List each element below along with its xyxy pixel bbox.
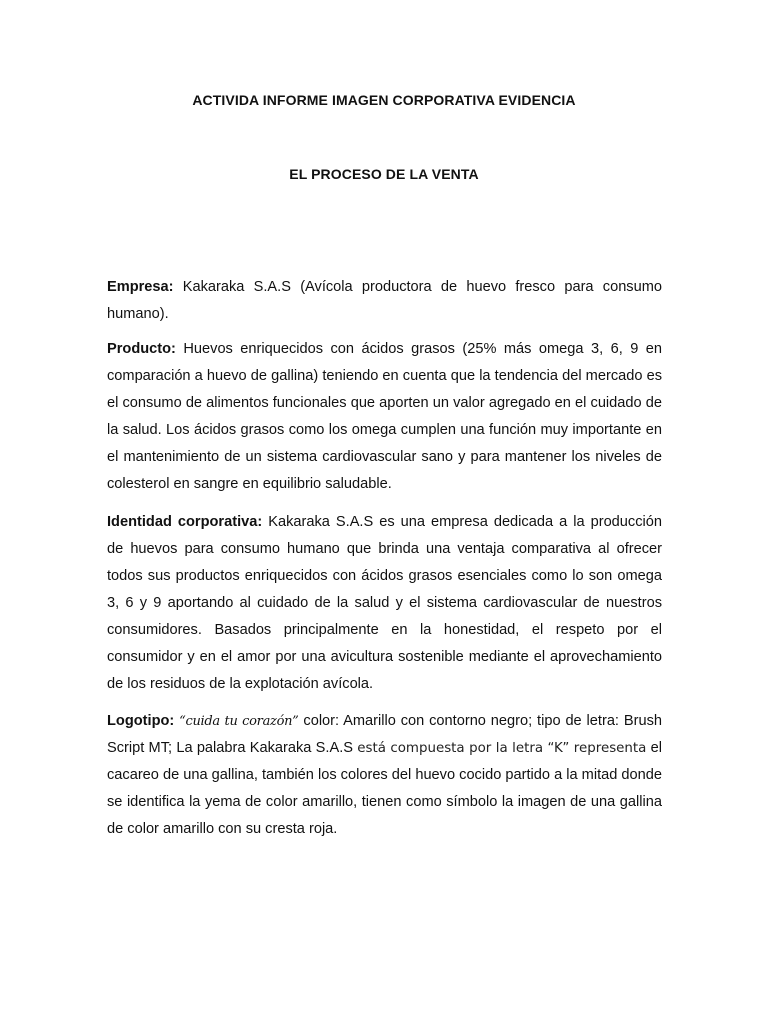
text-logotipo-1: color: Amarillo con contorno negro; tipo de letra: Brush Script MT; La palabra Kakaraka S.A.S [107,713,662,756]
text-empresa: Kakaraka S.A.S (Avícola productora de huevo fresco para consumo humano). [107,279,662,322]
label-identidad: Identidad corporativa: [107,514,263,530]
label-empresa: Empresa: [107,279,174,295]
paragraph-logotipo [107,708,662,843]
paragraph-identidad [107,509,662,698]
label-producto: Producto: [107,341,176,357]
slogan-text: “cuida tu corazón” [179,714,299,729]
label-logotipo: Logotipo: [107,713,175,729]
paragraph-empresa [107,274,662,328]
paragraph-producto [107,336,662,498]
document-title: ACTIVIDA INFORME IMAGEN CORPORATIVA EVIDENCIA [192,92,576,108]
text-producto: Huevos enriquecidos con ácidos grasos (25% más omega 3, 6, 9 en comparación a huevo de gallina) teniendo en cuenta que la tendencia del mercado es el consumo de alimentos funcionales que aporten un valor agregado en el cuidado de la salud. Los ácidos grasos como los omega cumplen una función muy importante en el mantenimiento de un sistema cardiovascular sano y para mantener los niveles de colesterol en sangre en equilibrio saludable. [107,341,662,492]
text-identidad: Kakaraka S.A.S es una empresa dedicada a la producción de huevos para consumo humano que brinda una ventaja comparativa al ofrecer todos sus productos enriquecidos con ácidos grasos esenciales como lo son omega 3, 6 y 9 aportando al cuidado de la salud y el sistema cardiovascular de nuestros consumidores. Basados principalmente en la honestidad, el respeto por el consumidor y en el amor por una avicultura sostenible mediante el aprovechamiento de los residuos de la explotación avícola. [107,514,662,692]
document-subtitle: EL PROCESO DE LA VENTA [289,166,479,182]
text-logotipo-alt: está compuesta por la letra “K” representa [357,741,647,756]
text-logotipo-2: el cacareo de una gallina, también los colores del huevo cocido partido a la mitad donde se identifica la yema de color amarillo, tienen como símbolo la imagen de una gallina de color amarillo con su cresta roja. [107,740,662,837]
